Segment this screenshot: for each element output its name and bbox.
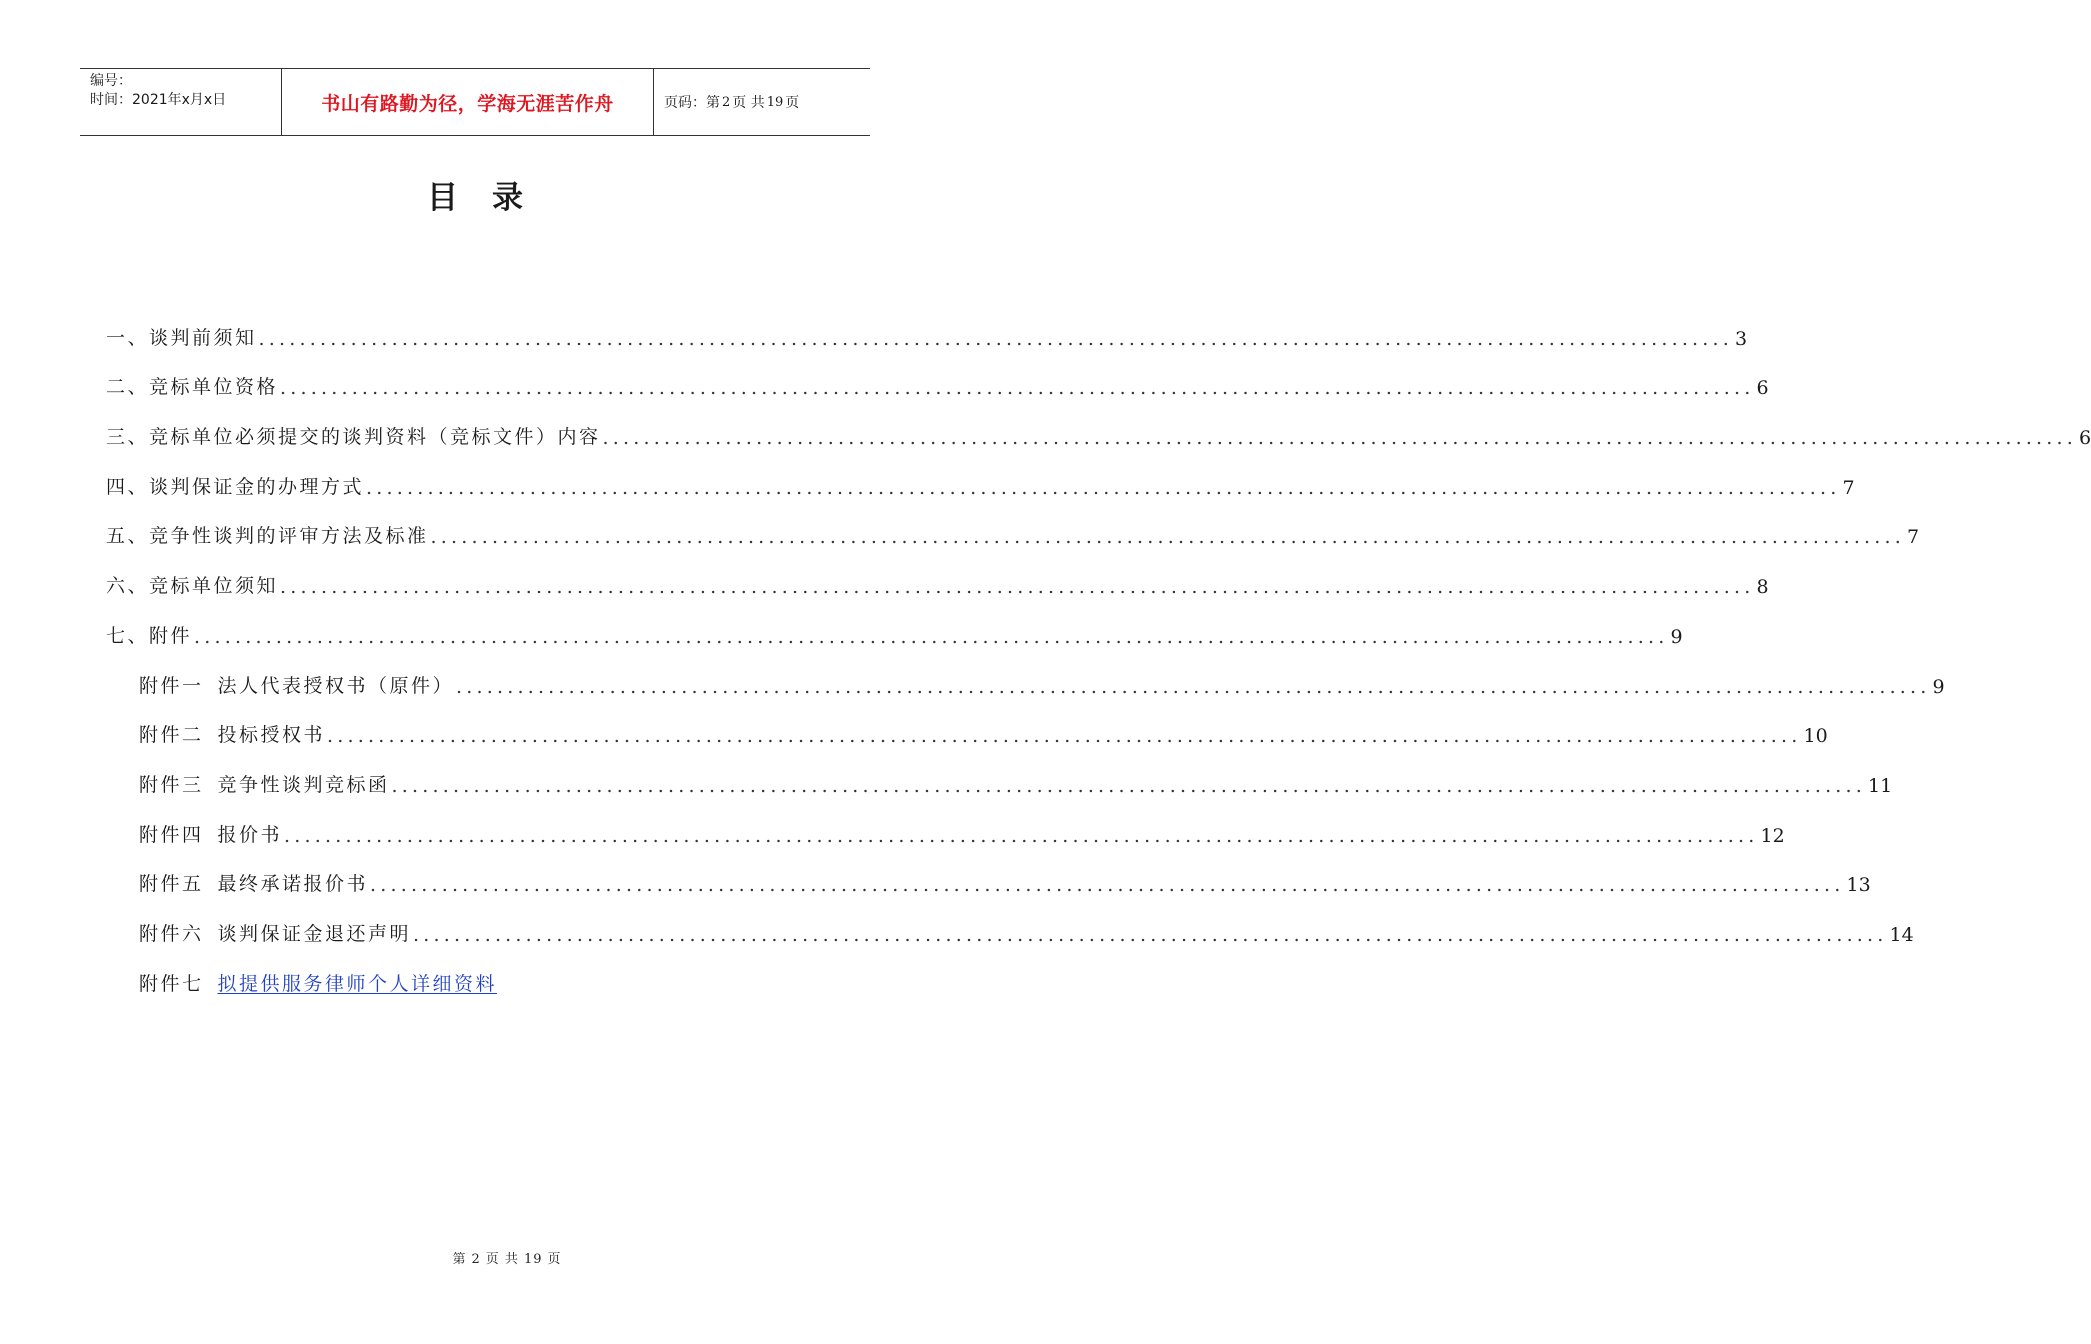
- toc-entry[interactable]: [106, 300, 1748, 350]
- toc-leader-dots: ................................................................................................................................................: [327, 725, 1802, 748]
- attachment-label: 法人代表授权书（原件）: [217, 674, 455, 697]
- toc-entry-label: 七、附件: [106, 624, 193, 647]
- toc-leader-dots: ................................................................................................................................................: [280, 377, 1755, 400]
- header-page-info: [654, 69, 870, 135]
- attachment-label: 报价书: [217, 823, 283, 846]
- attachment-prefix: 附件二: [139, 724, 204, 747]
- table-of-contents: [106, 300, 2091, 996]
- time-label: 时间：2021年x月x日: [90, 92, 227, 108]
- footer-middle: 页 共: [485, 1252, 519, 1267]
- attachment-prefix: 附件三: [139, 773, 204, 796]
- toc-entry[interactable]: [106, 399, 2091, 450]
- header-motto: 书山有路勤为径，学海无涯苦作舟: [282, 69, 654, 135]
- header-page-suffix: 页: [785, 95, 800, 111]
- toc-attachment-entry[interactable]: [106, 747, 1893, 797]
- toc-entry-page: 6: [2079, 427, 2091, 450]
- toc-attachment-entry[interactable]: [106, 648, 1945, 698]
- toc-attachment-entry[interactable]: [106, 698, 1828, 748]
- toc-entry-page: 3: [1735, 327, 1748, 350]
- header-page-prefix: 页码：第: [664, 95, 720, 111]
- page-footer: [0, 1248, 950, 1267]
- footer-suffix: 页: [547, 1252, 562, 1267]
- toc-leader-dots: ................................................................................................................................................: [280, 576, 1755, 599]
- footer-prefix: 第: [452, 1252, 467, 1267]
- toc-attachment-entry[interactable]: [106, 847, 1871, 897]
- toc-leader-dots: ................................................................................................................................................: [370, 874, 1845, 897]
- toc-entry[interactable]: [106, 350, 1769, 400]
- number-label: 编号：: [90, 73, 132, 89]
- attachment-prefix: 附件四: [139, 823, 204, 846]
- toc-leader-dots: ................................................................................................................................................: [284, 824, 1759, 847]
- toc-entry[interactable]: [106, 499, 1920, 549]
- toc-entry-page: 9: [1932, 675, 1945, 698]
- toc-leader-dots: ................................................................................................................................................: [391, 774, 1867, 797]
- footer-total-pages: 19: [523, 1252, 543, 1267]
- toc-entry-label: 二、竞标单位资格: [106, 376, 279, 399]
- toc-entry-label: 三、竞标单位必须提交的谈判资料（竞标文件）内容: [106, 426, 601, 449]
- header-meta: [80, 69, 282, 135]
- attachment-label: 最终承诺报价书: [217, 873, 369, 896]
- toc-attachment-entry[interactable]: [106, 896, 1914, 946]
- toc-leader-dots: ................................................................................................................................................: [430, 526, 1906, 549]
- header-page-current: 2: [722, 94, 731, 110]
- toc-entry-page: 8: [1756, 576, 1769, 599]
- toc-leader-dots: ................................................................................................................................................: [413, 923, 1888, 946]
- toc-entry-page: 14: [1889, 923, 1914, 946]
- toc-entry-page: 6: [1756, 377, 1769, 400]
- attachment-label: 投标授权书: [217, 724, 326, 747]
- attachment-label: 竞争性谈判竞标函: [217, 773, 390, 796]
- toc-entry-label: 一、谈判前须知: [106, 326, 257, 349]
- attachment-prefix: 附件六: [139, 922, 204, 945]
- toc-entry-page: 9: [1670, 625, 1683, 648]
- toc-entry-page: 13: [1846, 874, 1871, 897]
- toc-entry-page: 12: [1760, 824, 1785, 847]
- toc-entry[interactable]: [106, 548, 1769, 599]
- toc-leader-dots: ................................................................................................................................................: [366, 476, 1841, 499]
- toc-leader-dots: ................................................................................................................................................: [602, 427, 2078, 450]
- attachment-link[interactable]: 拟提供服务律师个人详细资料: [217, 972, 498, 995]
- toc-entry-page: 11: [1868, 774, 1893, 797]
- attachment-prefix: 附件一: [139, 674, 204, 697]
- attachment-label: 谈判保证金退还声明: [217, 922, 412, 945]
- toc-entry-label: 五、竞争性谈判的评审方法及标准: [106, 525, 429, 548]
- header-page-total: 19: [766, 94, 784, 110]
- toc-leader-dots: ................................................................................................................................................: [194, 625, 1669, 648]
- header-page-middle: 页 共: [732, 95, 765, 111]
- toc-entry[interactable]: [106, 598, 1683, 648]
- toc-leader-dots: ................................................................................................................................................: [258, 327, 1734, 350]
- toc-attachment-entry[interactable]: [106, 946, 820, 996]
- toc-entry-label: 六、竞标单位须知: [106, 575, 279, 598]
- toc-entry-label: 四、谈判保证金的办理方式: [106, 475, 365, 498]
- toc-entry[interactable]: [106, 449, 1855, 499]
- toc-entry-page: 7: [1842, 476, 1855, 499]
- page-header: [80, 68, 870, 136]
- footer-current-page: 2: [471, 1252, 481, 1267]
- toc-entry-page: 7: [1907, 526, 1920, 549]
- toc-entry-page: 10: [1803, 725, 1828, 748]
- page-title: 目录: [427, 180, 557, 216]
- toc-leader-dots: ................................................................................................................................................: [456, 675, 1931, 698]
- attachment-prefix: 附件七: [139, 972, 204, 995]
- attachment-prefix: 附件五: [139, 873, 204, 896]
- toc-attachment-entry[interactable]: [106, 797, 1785, 847]
